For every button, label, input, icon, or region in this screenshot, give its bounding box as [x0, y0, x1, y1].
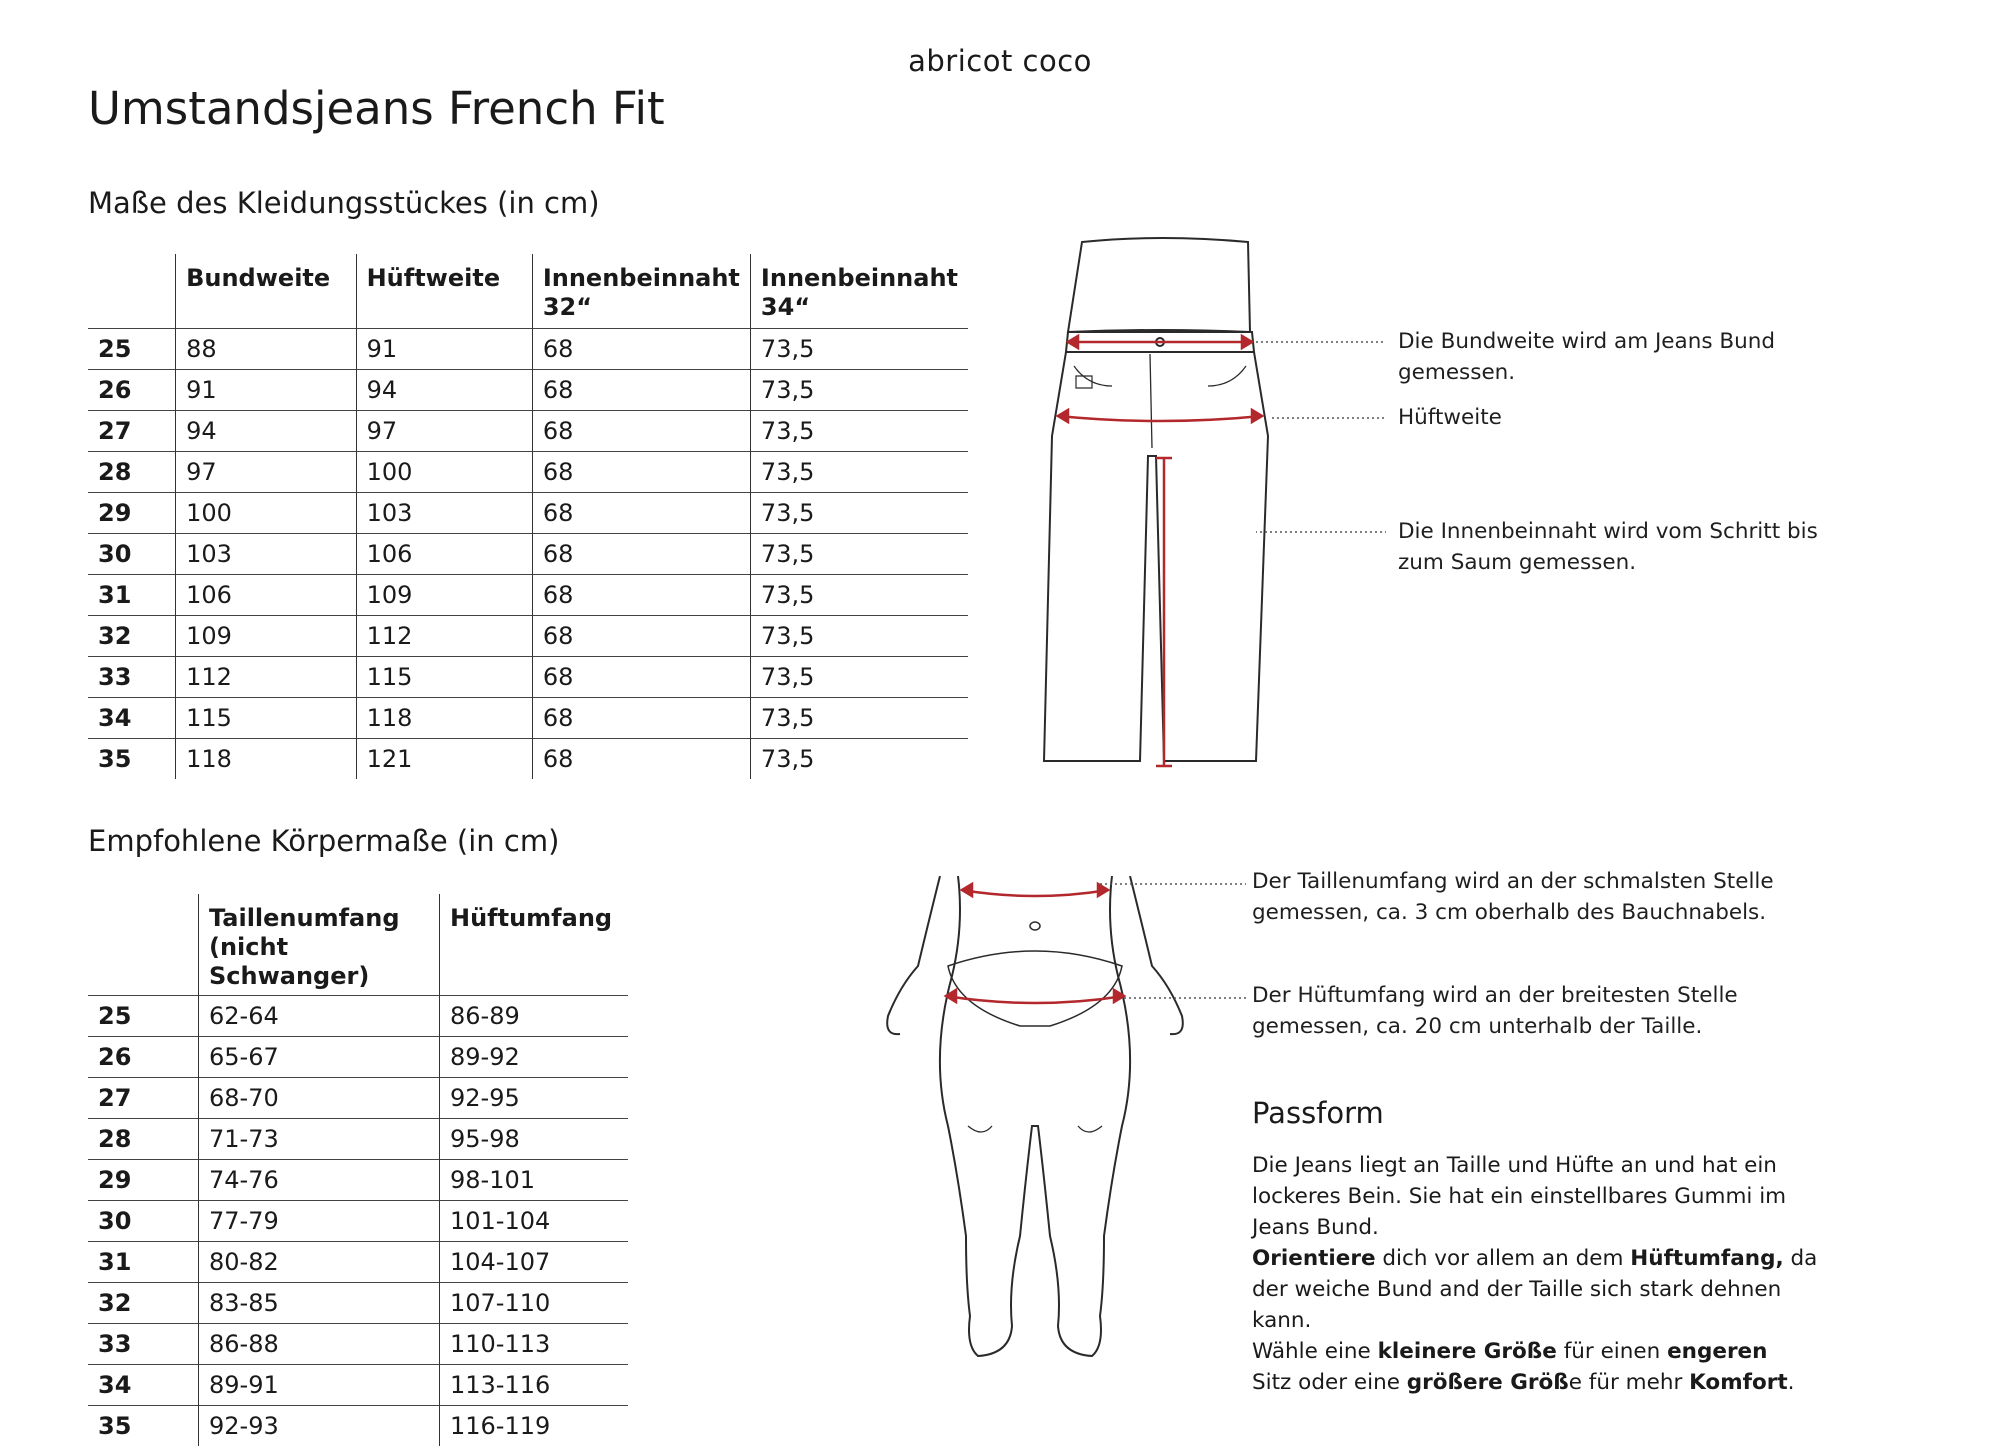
table-row — [88, 739, 968, 780]
note-hip-circumference: Der Hüftumfang wird an der breitesten Stelle gemessen, ca. 20 cm unterhalb der Taille. — [1252, 980, 1852, 1042]
table-cell: 98-101 — [440, 1160, 629, 1201]
body-left-arm — [887, 876, 940, 1034]
table-cell: 121 — [356, 739, 532, 780]
size-label-cell: 32 — [88, 616, 176, 657]
size-label-cell: 25 — [88, 996, 199, 1037]
table-cell: 116-119 — [440, 1406, 629, 1446]
jeans-illustration — [1030, 236, 1290, 776]
passform-intro: Die Jeans liegt an Taille und Hüfte an und hat ein lockeres Bein. Sie hat ein einstellbares Gummi im Jeans Bund. — [1252, 1150, 1837, 1243]
size-label-cell: 30 — [88, 534, 176, 575]
table-cell: 73,5 — [750, 575, 968, 616]
size-label-cell: 33 — [88, 657, 176, 698]
table-cell: 68 — [532, 452, 750, 493]
size-label-cell: 28 — [88, 1119, 199, 1160]
size-label-cell: 35 — [88, 1406, 199, 1446]
table-cell: 68 — [532, 370, 750, 411]
table-cell: 107-110 — [440, 1283, 629, 1324]
table-cell: 109 — [356, 575, 532, 616]
size-label-cell: 32 — [88, 1283, 199, 1324]
table-cell: 89-91 — [199, 1365, 440, 1406]
table-row — [88, 411, 968, 452]
table-cell: 62-64 — [199, 996, 440, 1037]
column-header-waistband: Bundweite — [176, 254, 357, 329]
size-label-cell: 34 — [88, 698, 176, 739]
table-cell: 92-95 — [440, 1078, 629, 1119]
passform-size-advice: Wähle eine kleinere Größe für einen engeren Sitz oder eine größere Größe für mehr Komfort. — [1252, 1336, 1837, 1398]
table-cell: 109 — [176, 616, 357, 657]
hip-measure-line — [946, 996, 1124, 1003]
page-title: Umstandsjeans French Fit — [88, 82, 665, 135]
table-cell: 106 — [356, 534, 532, 575]
jeans-waistband-panel — [1068, 238, 1250, 332]
passform-title: Passform — [1252, 1096, 1384, 1130]
table-row — [88, 1119, 628, 1160]
brand-logo: abricot coco — [0, 44, 2000, 78]
table-cell: 118 — [176, 739, 357, 780]
size-column-header — [88, 254, 176, 329]
size-label-cell: 29 — [88, 1160, 199, 1201]
column-header-hip-circumference: Hüftumfang — [440, 894, 629, 996]
table-cell: 92-93 — [199, 1406, 440, 1446]
body-section-title: Empfohlene Körpermaße (in cm) — [88, 824, 559, 858]
table-cell: 118 — [356, 698, 532, 739]
table-row — [88, 1283, 628, 1324]
size-label-cell: 26 — [88, 1037, 199, 1078]
table-cell: 101-104 — [440, 1201, 629, 1242]
table-cell: 94 — [356, 370, 532, 411]
table-cell: 88 — [176, 329, 357, 370]
table-cell: 71-73 — [199, 1119, 440, 1160]
table-cell: 83-85 — [199, 1283, 440, 1324]
table-row — [88, 1037, 628, 1078]
column-header-inseam-32: Innenbeinnaht 32“ — [532, 254, 750, 329]
garment-section-title: Maße des Kleidungsstückes (in cm) — [88, 186, 600, 220]
table-cell: 73,5 — [750, 698, 968, 739]
table-cell: 91 — [356, 329, 532, 370]
table-row — [88, 657, 968, 698]
hip-measure-line — [1058, 416, 1262, 421]
body-briefs — [948, 951, 1122, 1026]
jeans-leader-lines — [1256, 330, 1396, 550]
waist-measure-line — [962, 890, 1108, 896]
table-row — [88, 1201, 628, 1242]
table-cell: 68 — [532, 698, 750, 739]
table-cell: 68 — [532, 616, 750, 657]
table-cell: 73,5 — [750, 534, 968, 575]
size-label-cell: 26 — [88, 370, 176, 411]
garment-table-body — [88, 329, 968, 780]
size-label-cell: 34 — [88, 1365, 199, 1406]
table-row — [88, 616, 968, 657]
table-row — [88, 1365, 628, 1406]
size-label-cell: 27 — [88, 411, 176, 452]
table-cell: 68 — [532, 411, 750, 452]
table-cell: 94 — [176, 411, 357, 452]
column-header-inseam-34: Innenbeinnaht 34“ — [750, 254, 968, 329]
table-cell: 74-76 — [199, 1160, 440, 1201]
body-measure-lines — [946, 884, 1124, 1003]
table-cell: 110-113 — [440, 1324, 629, 1365]
note-waist-circumference: Der Taillenumfang wird an der schmalsten Stelle gemessen, ca. 3 cm oberhalb des Bauchnabels. — [1252, 866, 1852, 928]
column-header-hip: Hüftweite — [356, 254, 532, 329]
table-cell: 97 — [356, 411, 532, 452]
table-cell: 68 — [532, 575, 750, 616]
size-label-cell: 25 — [88, 329, 176, 370]
table-row — [88, 534, 968, 575]
table-cell: 113-116 — [440, 1365, 629, 1406]
table-row — [88, 1160, 628, 1201]
size-label-cell: 28 — [88, 452, 176, 493]
table-cell: 73,5 — [750, 739, 968, 780]
size-label-cell: 31 — [88, 1242, 199, 1283]
column-header-waist-circumference: Taillenumfang (nicht Schwanger) — [199, 894, 440, 996]
table-cell: 89-92 — [440, 1037, 629, 1078]
table-cell: 73,5 — [750, 657, 968, 698]
table-row — [88, 1078, 628, 1119]
table-row — [88, 1242, 628, 1283]
table-cell: 68-70 — [199, 1078, 440, 1119]
table-cell: 115 — [176, 698, 357, 739]
table-cell: 77-79 — [199, 1201, 440, 1242]
table-row — [88, 575, 968, 616]
table-cell: 68 — [532, 739, 750, 780]
table-cell: 73,5 — [750, 493, 968, 534]
table-row — [88, 698, 968, 739]
table-row — [88, 996, 628, 1037]
table-cell: 73,5 — [750, 411, 968, 452]
table-cell: 68 — [532, 493, 750, 534]
table-row — [88, 370, 968, 411]
body-size-table — [88, 894, 628, 1446]
note-waistband: Die Bundweite wird am Jeans Bund gemessen. — [1398, 326, 1818, 388]
table-row — [88, 1324, 628, 1365]
table-header-row — [88, 894, 628, 996]
size-label-cell: 30 — [88, 1201, 199, 1242]
table-row — [88, 493, 968, 534]
size-label-cell: 27 — [88, 1078, 199, 1119]
body-leader-lines — [1100, 870, 1250, 1010]
table-cell: 73,5 — [750, 452, 968, 493]
size-label-cell: 35 — [88, 739, 176, 780]
table-cell: 68 — [532, 329, 750, 370]
table-cell: 100 — [176, 493, 357, 534]
table-cell: 97 — [176, 452, 357, 493]
size-column-header — [88, 894, 199, 996]
table-cell: 68 — [532, 657, 750, 698]
table-cell: 112 — [176, 657, 357, 698]
size-label-cell: 33 — [88, 1324, 199, 1365]
table-cell: 68 — [532, 534, 750, 575]
measure-lines — [1058, 336, 1262, 766]
table-cell: 115 — [356, 657, 532, 698]
jeans-outline — [1044, 352, 1268, 761]
table-cell: 73,5 — [750, 329, 968, 370]
table-cell: 86-88 — [199, 1324, 440, 1365]
garment-size-table — [88, 254, 968, 779]
table-row — [88, 452, 968, 493]
size-label-cell: 31 — [88, 575, 176, 616]
table-row — [88, 1406, 628, 1446]
table-cell: 112 — [356, 616, 532, 657]
note-inseam: Die Innenbeinnaht wird vom Schritt bis zum Saum gemessen. — [1398, 516, 1818, 578]
passform-advice: Orientiere dich vor allem an dem Hüftumfang, da der weiche Bund and der Taille sich stark dehnen kann. — [1252, 1243, 1837, 1336]
table-row — [88, 329, 968, 370]
table-cell: 95-98 — [440, 1119, 629, 1160]
table-cell: 106 — [176, 575, 357, 616]
table-cell: 100 — [356, 452, 532, 493]
table-cell: 86-89 — [440, 996, 629, 1037]
table-header-row — [88, 254, 968, 329]
table-cell: 73,5 — [750, 616, 968, 657]
table-cell: 104-107 — [440, 1242, 629, 1283]
body-table-body — [88, 996, 628, 1446]
table-cell: 103 — [176, 534, 357, 575]
size-label-cell: 29 — [88, 493, 176, 534]
table-cell: 91 — [176, 370, 357, 411]
table-cell: 65-67 — [199, 1037, 440, 1078]
table-cell: 73,5 — [750, 370, 968, 411]
passform-text — [1252, 1150, 1837, 1398]
table-cell: 80-82 — [199, 1242, 440, 1283]
note-hip-width: Hüftweite — [1398, 402, 1818, 433]
table-cell: 103 — [356, 493, 532, 534]
